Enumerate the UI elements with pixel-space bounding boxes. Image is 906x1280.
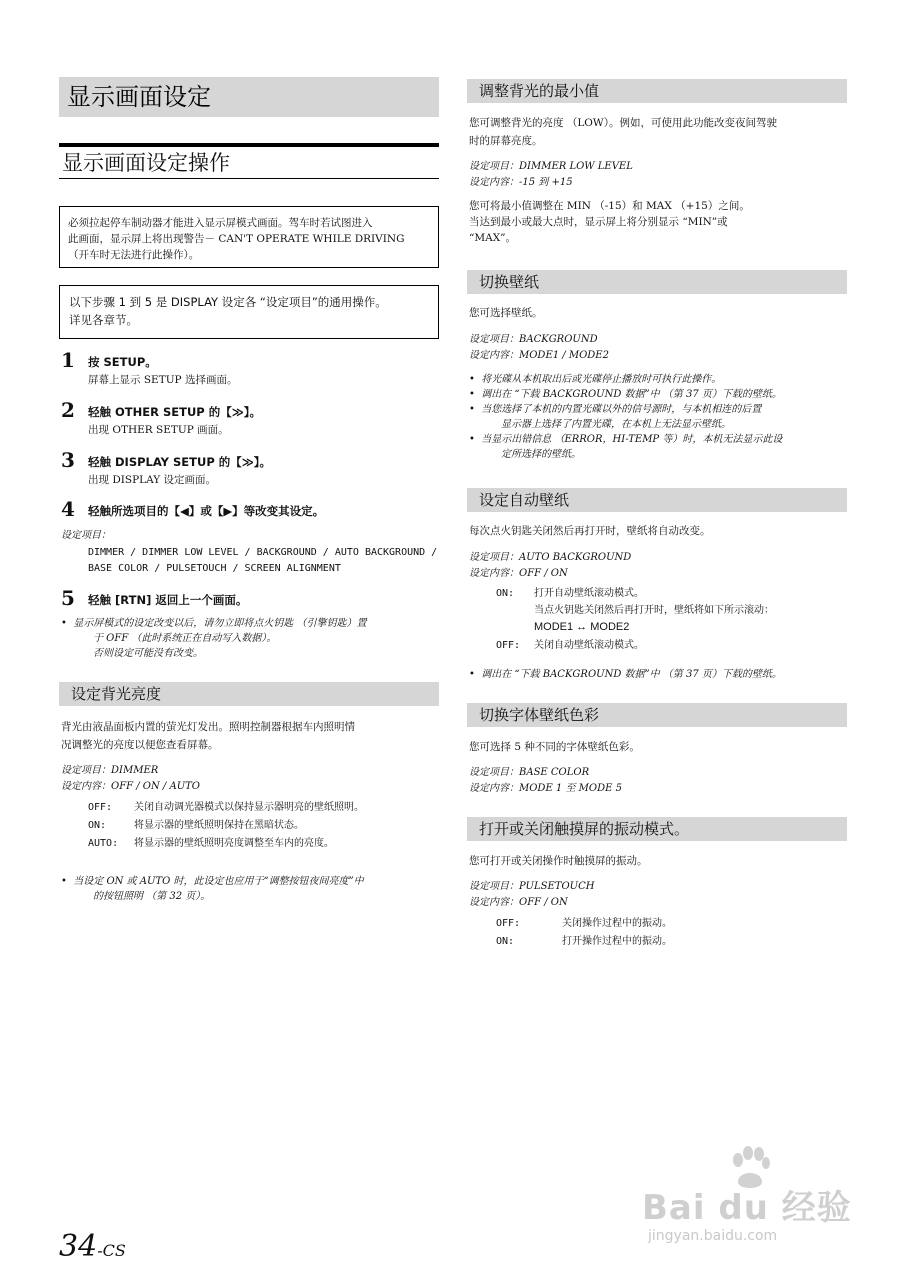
bullet-line: 定所选择的壁纸。 bbox=[501, 449, 581, 460]
option-value: 关闭操作过程中的振动。 bbox=[562, 918, 672, 929]
desc-line: 况调整光的亮度以便您查看屏幕。 bbox=[61, 739, 219, 751]
step-number: 4 bbox=[61, 497, 75, 521]
option-key: OFF: bbox=[496, 918, 521, 929]
settings-items-label: 设定项目： bbox=[61, 530, 111, 541]
min-desc bbox=[469, 114, 849, 150]
bullet-line: 显示器上选择了内置光碟，在本机上无法显示壁纸。 bbox=[501, 419, 731, 430]
vibration-content: 设定内容：OFF / ON bbox=[469, 897, 568, 908]
section-header-auto-wallpaper: 设定自动壁纸 bbox=[467, 488, 847, 512]
baidu-watermark bbox=[640, 1146, 860, 1256]
step-subtext: 出现 OTHER SETUP 画面。 bbox=[88, 424, 229, 436]
wallpaper-content: 设定内容：MODE1 / MODE2 bbox=[469, 350, 609, 361]
warning-box bbox=[59, 206, 439, 268]
page-number bbox=[59, 1229, 126, 1266]
min-item: 设定项目：DIMMER LOW LEVEL bbox=[469, 161, 633, 172]
auto-option-on-detail: 当点火钥匙关闭然后再打开时，壁纸将如下所示滚动： bbox=[534, 605, 774, 616]
backlight-item: 设定项目：DIMMER bbox=[61, 765, 159, 776]
option-value: 关闭自动壁纸滚动模式。 bbox=[534, 640, 644, 651]
wallpaper-desc: 您可选择壁纸。 bbox=[469, 307, 543, 319]
step-text: 轻触 [RTN] 返回上一个画面。 bbox=[88, 593, 248, 607]
page-title: 显示画面设定 bbox=[59, 77, 439, 117]
section-header-wallpaper: 切换壁纸 bbox=[467, 270, 847, 294]
backlight-desc bbox=[61, 718, 441, 754]
step-subtext: 出现 DISPLAY 设定画面。 bbox=[88, 474, 217, 486]
section-header-color: 切换字体壁纸色彩 bbox=[467, 703, 847, 727]
bullet-line: 当您选择了本机的内置光碟以外的信号源时，与本机相连的后置 bbox=[481, 404, 762, 415]
vibration-option bbox=[496, 915, 672, 932]
section-header-backlight: 设定背光亮度 bbox=[59, 682, 439, 706]
settings-items-line: BASE COLOR / PULSETOUCH / SCREEN ALIGNMENT bbox=[88, 563, 341, 574]
warning-line: （开车时无法进行此操作）。 bbox=[68, 249, 200, 261]
auto-option-off bbox=[496, 637, 644, 654]
watermark-site: jingyan.baidu.com bbox=[648, 1228, 778, 1244]
note-line: 的按钮照明 （第 32 页）。 bbox=[93, 891, 211, 902]
backlight-note: • 当设定 ON 或 AUTO 时，此设定也应用于“调整按钮夜间亮度”中 的按钮照明 （第 32 页）。 bbox=[61, 874, 441, 904]
option-value: 关闭自动调光器模式以保持显示器明亮的壁纸照明。 bbox=[134, 802, 364, 813]
backlight-option bbox=[88, 835, 334, 852]
vibration-desc: 您可打开或关闭操作时触摸屏的振动。 bbox=[469, 855, 648, 867]
option-key: ON: bbox=[496, 588, 515, 599]
backlight-content: 设定内容：OFF / ON / AUTO bbox=[61, 781, 200, 792]
option-key: OFF: bbox=[496, 640, 521, 651]
info-line: 详见各章节。 bbox=[69, 313, 138, 327]
settings-items-line: DIMMER / DIMMER LOW LEVEL / BACKGROUND / AUTO BACKGROUND / bbox=[88, 547, 438, 558]
step-number: 5 bbox=[61, 586, 75, 610]
min-content: 设定内容：-15 到 +15 bbox=[469, 177, 573, 188]
color-content: 设定内容：MODE 1 至 MODE 5 bbox=[469, 783, 622, 794]
note-line: 于 OFF （此时系统正在自动写入数据）。 bbox=[93, 633, 277, 644]
step-text: 按 SETUP。 bbox=[88, 355, 157, 369]
vibration-item: 设定项目：PULSETOUCH bbox=[469, 881, 595, 892]
color-item: 设定项目：BASE COLOR bbox=[469, 767, 590, 778]
wallpaper-item: 设定项目：BACKGROUND bbox=[469, 334, 598, 345]
min-text bbox=[469, 198, 849, 246]
step-number: 1 bbox=[61, 348, 75, 372]
option-value: 打开自动壁纸滚动模式。 bbox=[534, 588, 644, 599]
text-line: 当达到最小或最大点时，显示屏上将分别显示 “MIN”或 bbox=[469, 216, 728, 228]
info-line: 以下步骤 1 到 5 是 DISPLAY 设定各 “设定项目”的通用操作。 bbox=[69, 295, 387, 309]
option-value: 将显示器的壁纸照明保持在黑暗状态。 bbox=[134, 820, 304, 831]
note-line: 否则设定可能没有改变。 bbox=[93, 648, 203, 659]
title-rule bbox=[59, 143, 439, 147]
page-number-value: 34 bbox=[59, 1229, 98, 1264]
section-header-vibration: 打开或关闭触摸屏的振动模式。 bbox=[467, 817, 847, 841]
text-line: 您可将最小值调整在 MIN （-15）和 MAX （+15）之间。 bbox=[469, 200, 750, 212]
watermark-brand: Bai du 经验 bbox=[642, 1188, 852, 1228]
warning-line: 必须拉起停车制动器才能进入显示屏模式画面。驾车时若试图进入 bbox=[68, 217, 373, 229]
step-subtext: 屏幕上显示 SETUP 选择画面。 bbox=[88, 374, 238, 386]
color-desc: 您可选择 5 种不同的字体壁纸色彩。 bbox=[469, 741, 640, 753]
option-value: 打开操作过程中的振动。 bbox=[562, 936, 672, 947]
option-key: ON: bbox=[88, 820, 107, 831]
step-text: 轻触所选项目的【◀】或【▶】等改变其设定。 bbox=[88, 504, 325, 518]
wallpaper-bullets: • 将光碟从本机取出后或光碟停止播放时可执行此操作。 • 调出在 “下载 BACKGROUND 数据”中 （第 37 页）下载的壁纸。 • 当您选择了本机的内置光碟以外的信号源时，与本机相连的后置 显示器上选择了内置光碟，在本机上无法显示壁纸。 • 当显示出错信息 （ERROR，HI-TEMP 等）时，本机无法显示此设 定所选择的壁纸。 bbox=[469, 372, 851, 462]
auto-option-on bbox=[496, 585, 644, 602]
vibration-option bbox=[496, 933, 672, 950]
info-box bbox=[59, 285, 439, 339]
backlight-option bbox=[88, 799, 364, 816]
auto-wallpaper-desc: 每次点火钥匙关闭然后再打开时，壁纸将自动改变。 bbox=[469, 525, 711, 537]
note-line: 调出在 “下载 BACKGROUND 数据”中 （第 37 页）下载的壁纸。 bbox=[481, 669, 782, 680]
step-text: 轻触 OTHER SETUP 的【≫】。 bbox=[88, 405, 262, 419]
bullet-line: 将光碟从本机取出后或光碟停止播放时可执行此操作。 bbox=[481, 374, 722, 385]
desc-line: 您可调整背光的亮度 （LOW）。例如，可使用此功能改变夜间驾驶 bbox=[469, 117, 777, 129]
auto-mode-cycle: MODE1 ↔ MODE2 bbox=[534, 621, 630, 633]
note-line: 显示屏模式的设定改变以后，请勿立即将点火钥匙 （引擎钥匙）置 bbox=[73, 618, 367, 629]
text-line: “MAX”。 bbox=[469, 232, 517, 244]
desc-line: 背光由液晶面板内置的萤光灯发出。照明控制器根据车内照明情 bbox=[61, 721, 355, 733]
step-number: 3 bbox=[61, 448, 75, 472]
step-note: • 显示屏模式的设定改变以后，请勿立即将点火钥匙 （引擎钥匙）置 于 OFF （此时系统正在自动写入数据）。 否则设定可能没有改变。 bbox=[61, 616, 441, 661]
step-text: 轻触 DISPLAY SETUP 的【≫】。 bbox=[88, 455, 272, 469]
page-number-suffix: -CS bbox=[97, 1241, 126, 1260]
option-key: ON: bbox=[496, 936, 515, 947]
note-line: 当设定 ON 或 AUTO 时，此设定也应用于“调整按钮夜间亮度”中 bbox=[73, 876, 364, 887]
auto-wallpaper-note: • 调出在 “下载 BACKGROUND 数据”中 （第 37 页）下载的壁纸。 bbox=[469, 669, 782, 680]
option-key: OFF: bbox=[88, 802, 113, 813]
backlight-option bbox=[88, 817, 304, 834]
desc-line: 时的屏幕亮度。 bbox=[469, 135, 543, 147]
warning-line: 此画面，显示屏上将出现警告－ CAN'T OPERATE WHILE DRIVING bbox=[68, 233, 405, 245]
bullet-line: 调出在 “下载 BACKGROUND 数据”中 （第 37 页）下载的壁纸。 bbox=[481, 389, 782, 400]
section-header-min: 调整背光的最小值 bbox=[467, 79, 847, 103]
step-number: 2 bbox=[61, 398, 75, 422]
option-key: AUTO: bbox=[88, 838, 119, 849]
section-subtitle: 显示画面设定操作 bbox=[62, 151, 230, 175]
auto-wallpaper-content: 设定内容：OFF / ON bbox=[469, 568, 568, 579]
subtitle-rule bbox=[59, 178, 439, 179]
option-value: 将显示器的壁纸照明亮度调整至车内的亮度。 bbox=[134, 838, 334, 849]
bullet-line: 当显示出错信息 （ERROR，HI-TEMP 等）时，本机无法显示此设 bbox=[481, 434, 783, 445]
auto-wallpaper-item: 设定项目：AUTO BACKGROUND bbox=[469, 552, 632, 563]
